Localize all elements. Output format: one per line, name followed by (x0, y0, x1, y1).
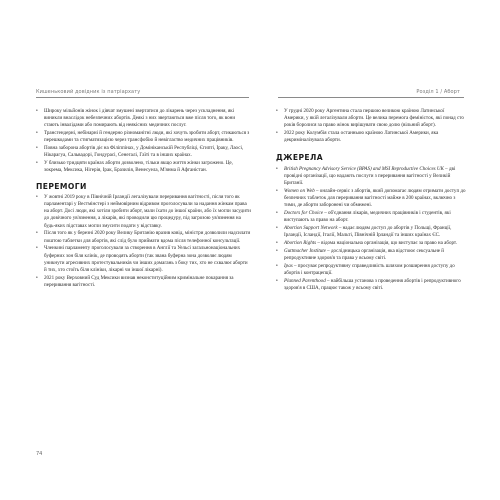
victories-list (36, 194, 251, 289)
source-item (276, 278, 466, 292)
source-name: Planned Parenthood (284, 278, 326, 285)
list-item: • 2022 року Колумбія стала останньою країною Латинської Америки, яка декриміналізувала аборти. (276, 130, 466, 144)
section-title-victories: ПЕРЕМОГИ (36, 181, 87, 191)
list-item: • У жовтні 2019 року в Північній Ірландії легалізували переривання вагітності, після того як парламентарі у Вестмінстері з неймовірним відривом проголосували за надання жінкам права на аборт. Досі люди, які хотіли зробити аборт, мали їхати до іншої країни, або їх могли засудити до довічного ув'язнення, а лікарів, які проводили цю процедуру, під загрозою ув'язнення на будь-яких підставах могли змусити подати у відставку. (36, 194, 251, 230)
right-top-list (276, 108, 466, 145)
source-name: Abortion Rights (284, 240, 317, 247)
source-name: British Pregnancy Advisory Service (BPAS) and MSI Reproductive Choices UK (284, 165, 444, 172)
source-description: – просуває репродуктивну справедливість шляхом розширення доступу до абортів і контрацепції. (284, 263, 455, 277)
header-rule-right (278, 97, 464, 98)
source-description: – об'єднання лікарів, медичних працівників і студентів, які виступають за право на аборт. (284, 210, 451, 224)
source-item (276, 248, 466, 262)
list-item: • 2021 року Верховний Суд Мексики визнав неконституційним кримінальне покарання за переривання вагітності. (36, 275, 251, 289)
list-item: • Широку мільйонів жінок і дівчат змушені звертатися до лікарень через ускладнення, які виникли внаслідок небезпечних абортів. Деякі з них звертаються вже після того, як вони стають інвалідами або помирають від неякісних медичних послуг. (36, 108, 251, 130)
source-description: – дослідницька організація, яка відстоює сексуальне й репродуктивне здоров'я та права у всьому світі. (284, 248, 444, 262)
source-name: Women on Web (284, 188, 315, 195)
list-item: • Трансгендерні, небінарні й гендерно різноманітні люди, які хочуть зробити аборт, стикаються з перешкодами та стигматизацією через трансфобію й невігластво медичних працівників. (36, 130, 251, 144)
left-top-list (36, 108, 251, 175)
list-item: • Після того як у березні 2020 року Велику Британію вразив ковід, міністри дозволили надсилати поштою таблетки для абортів, які слід було приймати вдома після телефонної консультації. (36, 230, 251, 244)
source-item (276, 240, 466, 247)
source-item (276, 188, 466, 210)
source-item (276, 225, 466, 239)
source-item (276, 166, 466, 188)
running-head-right: Розділ 1 / Аборт (416, 89, 460, 95)
source-description: – дві провідні організації, що надають послуги з переривання вагітності у Великій Британії. (284, 165, 456, 187)
source-name: Guttmacher Institute (284, 248, 326, 255)
header-rule-left (36, 97, 249, 98)
list-item: • У грудні 2020 року Аргентина стала першою великою країною Латинської Америки, у якій легалізували аборти. Це велика перемога феміністок, які понад сто років боролися за право жінок вирішувати свою долю (вільний аборт). (276, 108, 466, 130)
source-name: Doctors for Choice (284, 210, 323, 217)
source-name: Ipas (284, 263, 293, 270)
source-description: – найбільша установа з проведення абортів і репродуктивного здоров'я в США, працює також у всьому світі. (284, 278, 461, 292)
sources-list (276, 166, 466, 293)
list-item: • Членкині парламенту проголосували за створення в Англії та Уельсі загальнонаціональних буферних зон біля клінік, де проводять аборти (так звана буферна зона дозволяє людям уникнути агресивних протестувальників чи інших домагань з боку тих, хто не схвалює аборти й тих, хто стоїть біля клініки, лікарні чи іншої лікарні). (36, 245, 251, 274)
page-number: 74 (36, 451, 43, 457)
running-head-left: Кишеньковий довідник із патріархату (36, 89, 141, 95)
source-description: – відома національна організація, що виступає за право на аборт. (316, 240, 458, 247)
left-column (36, 108, 251, 290)
list-item: • У близько тридцяти країнах аборти дозволено, тільки якщо життя жінки загрожено. Це, зокрема, Мексика, Нігерія, Ірак, Бразилія, Венесуела, М'янма й Афганістан. (36, 160, 251, 174)
right-column (276, 108, 466, 293)
source-item (276, 263, 466, 277)
section-title-sources: ДЖЕРЕЛА (276, 152, 323, 162)
source-description: – надає людям доступ до абортів у Польщі, Франції, Ірландії, Ісландії, Італії, Мальті, Північній Ірландії та інших країнах ЄС. (284, 225, 452, 239)
source-name: Abortion Support Network (284, 225, 338, 232)
list-item: • Повна заборона абортів діє на Філіппінах, у Домініканській Республіці, Єгипті, Іраку, Лаосі, Нікарагуа, Сальвадорі, Гондурасі, Сенегалі, Гаїті та в інших країнах. (36, 145, 251, 159)
source-item (276, 210, 466, 224)
source-description: – онлайн-сервіс з абортів, який допомагає людям отримати доступ до безпечних таблеток для переривання вагітності майже в 200 країнах, включно з тими, де аборти заборонені чи обмежені. (284, 188, 466, 209)
